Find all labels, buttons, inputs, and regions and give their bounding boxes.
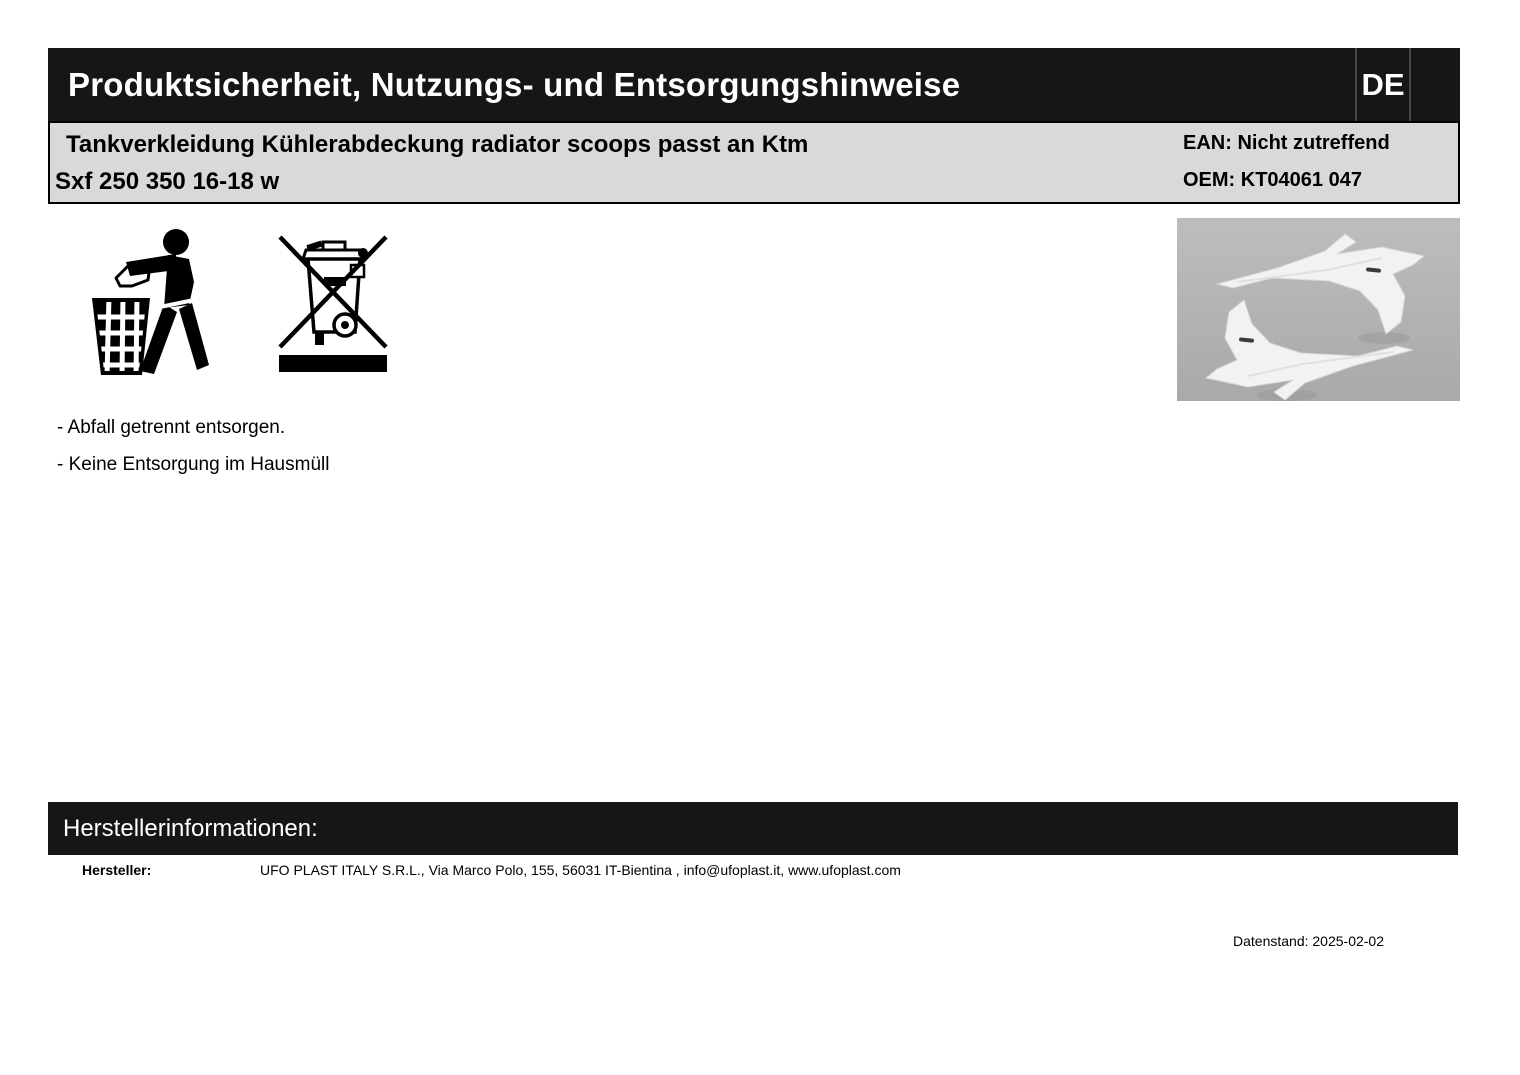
- disposal-notes: [57, 413, 329, 487]
- disposal-note: - Keine Entsorgung im Hausmüll: [57, 454, 330, 475]
- language-badge: DE: [1355, 48, 1411, 121]
- disposal-note: - Abfall getrennt entsorgen.: [57, 417, 286, 438]
- product-name-line1: Tankverkleidung Kühlerabdeckung radiator scoops passt an Ktm: [66, 131, 809, 158]
- data-status-date: Datenstand: 2025-02-02: [1233, 933, 1384, 949]
- product-info-bar: [48, 121, 1460, 204]
- oem-value: OEM: KT04061 047: [1183, 169, 1362, 191]
- ean-value: EAN: Nicht zutreffend: [1183, 132, 1390, 154]
- manufacturer-section-header: [48, 802, 1458, 855]
- manufacturer-label: Hersteller:: [82, 862, 152, 878]
- manufacturer-details: UFO PLAST ITALY S.R.L., Via Marco Polo, 155, 56031 IT-Bientina , info@ufoplast.it, www.ufoplast.com: [260, 862, 901, 878]
- page-title: Produktsicherheit, Nutzungs- und Entsorgungshinweise: [68, 65, 961, 103]
- tidyman-icon: [88, 228, 212, 376]
- product-name-line2: Sxf 250 350 16-18 w: [55, 168, 280, 195]
- manufacturer-section-heading: Herstellerinformationen:: [63, 814, 318, 842]
- weee-crossed-bin-icon: [277, 229, 389, 373]
- product-photo: [1177, 218, 1460, 401]
- document-header: [48, 48, 1460, 121]
